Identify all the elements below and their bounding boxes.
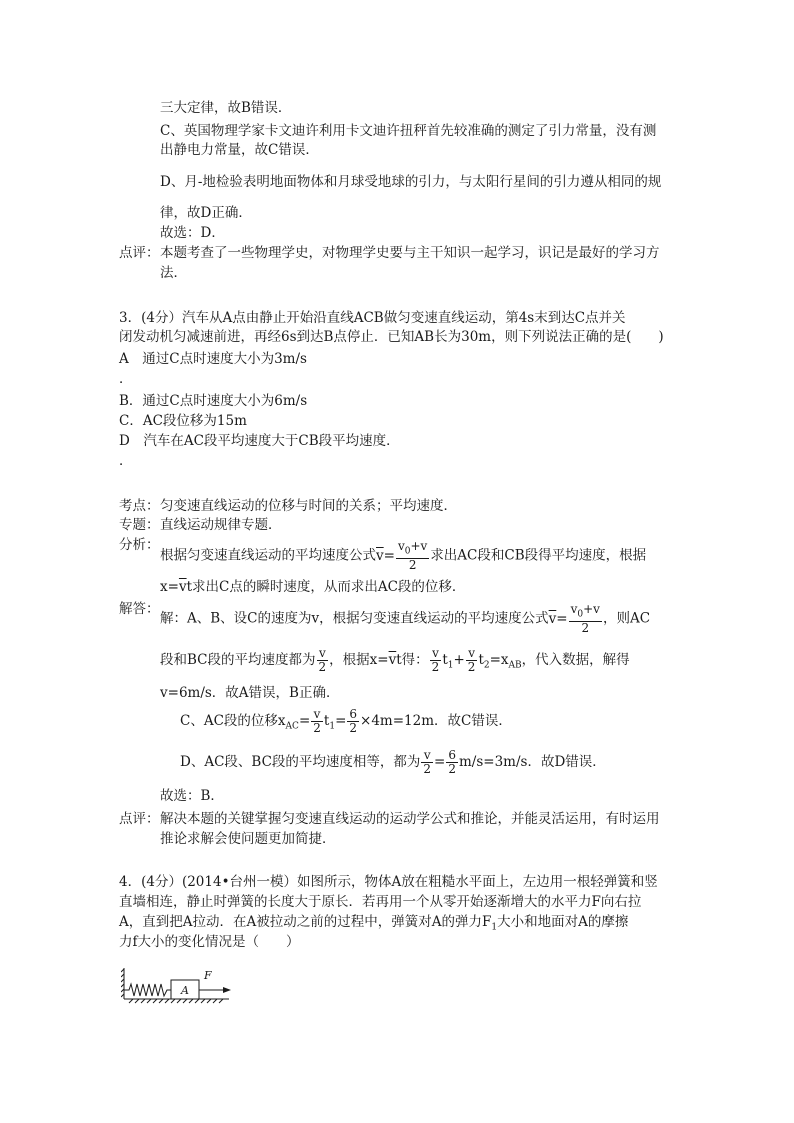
q3-option-a-dot: ． [119,371,133,387]
q2-option-d-line-2: 律，故D正确． [160,205,252,221]
q3-stem-line-1: 3．(4分）汽车从A点由静止开始沿直线ACB做匀变速直线运动，第4s末到达C点并关 [119,310,626,326]
q3-kaodian-label: 考点： [119,498,160,514]
q3-dianping-label: 点评： [119,811,160,827]
q2-option-c-line-2: 出静电力常量，故C错误． [160,142,319,158]
q3-stem-line-2: 闭发动机匀减速前进，再经6s到达B点停止．已知AB长为30m，则下列说法正确的是( ) [119,329,664,345]
q3-analysis-text-1a: 根据匀变速直线运动的平均速度公式 [160,547,376,564]
formula-displacement-sum: $\frac{v}{2}$ $t_1+$ $\frac{v}{2}$ $t_2=x_{AB}$ [431,646,522,674]
q3-solution-text-4b: ×4m=12m．故C错误． [360,713,512,729]
formula-average-velocity-2: $\overline{v}=$ $\frac{v_0+v}{2}$ [548,602,600,636]
formula-x-vbar-t-2: $x=\overline{v}t$ [369,652,402,668]
q3-comment-line-2: 推论求解会使问题更加简捷． [160,831,336,847]
q3-analysis-text-2b: 求出C点的瞬时速度，从而求出AC段的位移． [192,579,466,595]
block-a-label: A [181,984,189,997]
q3-solution-line-5 [180,747,606,777]
q3-solution-text-2b: ，根据 [329,652,370,668]
q3-option-c: C．AC段位移为15m [119,413,247,429]
q3-answer: 故选：B． [160,788,224,804]
force-f-label: F [204,969,212,982]
q3-jieda-label: 解答： [119,601,160,617]
q4-stem-line-4: 力f大小的变化情况是（ ） [119,934,300,950]
q3-option-d: D 汽车在AC段平均速度大于CB段平均速度． [119,433,400,449]
q3-solution-text-4a: C、AC段的位移 [180,713,278,729]
q3-analysis-line-2 [160,578,465,596]
q3-solution-text-5b: m/s=3m/s [459,754,528,770]
formula-x-ac: $x_{AC}=$ $\frac{v}{2}$ $t_1=$ $\frac{6}{2}$ [277,707,358,735]
q4-stem-line-2: 直墙相连，静止时弹簧的长度大于原长．若再用一个从零开始逐渐增大的水平力F向右拉 [119,894,642,910]
spring-block-diagram [121,966,241,1006]
q3-solution-text-2c: 得： [401,652,429,668]
q2-answer: 故选：D． [160,225,225,241]
q3-solution-text-2d: ，代入数据，解得 [521,652,630,668]
q3-option-d-dot: ． [119,453,133,469]
q3-solution-text-2a: 段和BC段的平均速度都为 [160,652,316,668]
q3-solution-text-5c: ．故D错误． [527,754,606,770]
q3-option-b: B．通过C点时速度大小为6m/s [119,393,308,409]
q3-analysis-line-1 [160,540,646,572]
q3-zhuanti: 直线运动规律专题． [160,517,282,533]
q2-comment-line-2: 法． [160,265,187,281]
q3-option-a: A 通过C点时速度大小为3m/s [119,351,307,367]
q2-option-d-line-1: D、月-地检验表明地面物体和月球受地球的引力，与太阳行星间的引力遵从相同的规 [160,174,662,190]
q3-solution-line-4 [180,706,512,742]
q2-option-c-line-1: C、英国物理学家卡文迪许利用卡文迪许扭秤首先较准确的测定了引力常量，没有测 [160,123,657,139]
q3-solution-line-1 [160,603,650,635]
formula-x-vbar-t: $x=\overline{v}t$ [160,579,193,595]
q3-solution-line-2 [160,645,630,681]
q3-solution-text-1a: 解：A、B、设C的速度为v，根据匀变速直线运动的平均速度公式 [160,610,549,627]
q3-zhuanti-label: 专题： [119,517,160,533]
q3-comment-line-1: 解决本题的关键掌握匀变速直线运动的运动学公式和推论，并能灵活运用，有时运用 [160,811,660,827]
q3-fenxi-label: 分析： [119,537,160,553]
q3-analysis-text-1b: 求出AC段和CB段得平均速度，根据 [430,547,647,564]
spring-icon [124,984,171,996]
q3-solution-text-5a: D、AC段、BC段的平均速度相等，都为 [180,754,421,770]
formula-average-value: $\frac{v}{2}$ = $\frac{6}{2}$ [423,748,456,776]
q4-stem-text-3b: 大小和地面对A的摩擦 [497,914,629,930]
ground-hatching [129,999,223,1003]
q4-stem-line-1: 4．(4分）(2014•台州一模）如图所示，物体A放在粗糙水平面上，左边用一根轻弹簧和竖 [119,874,658,890]
force-arrow-head [223,987,231,993]
q3-solution-text-1b: ，则AC [602,610,651,627]
q4-f1-subscript: 1 [491,922,498,933]
q2-comment-line-1: 本题考查了一些物理学史，对物理学史要与主干知识一起学习，识记是最好的学习方 [160,245,660,261]
wall-hatching [121,968,124,999]
q4-stem-text-3a: A，直到把A拉动．在A被拉动之前的过程中，弹簧对A的弹力F [119,914,492,930]
q2-comment-label: 点评： [119,245,160,261]
q3-solution-line-3: v=6m/s．故A错误，B正确． [160,685,340,701]
formula-average-velocity: $\overline{v}=$ $\frac{v_0+v}{2}$ [376,539,428,573]
q3-kaodian: 匀变速直线运动的位移与时间的关系；平均速度． [160,498,457,514]
q2-line-1: 三大定律，故B错误． [160,100,292,116]
formula-v-over-2: $\frac{v}{2}$ [318,646,327,674]
